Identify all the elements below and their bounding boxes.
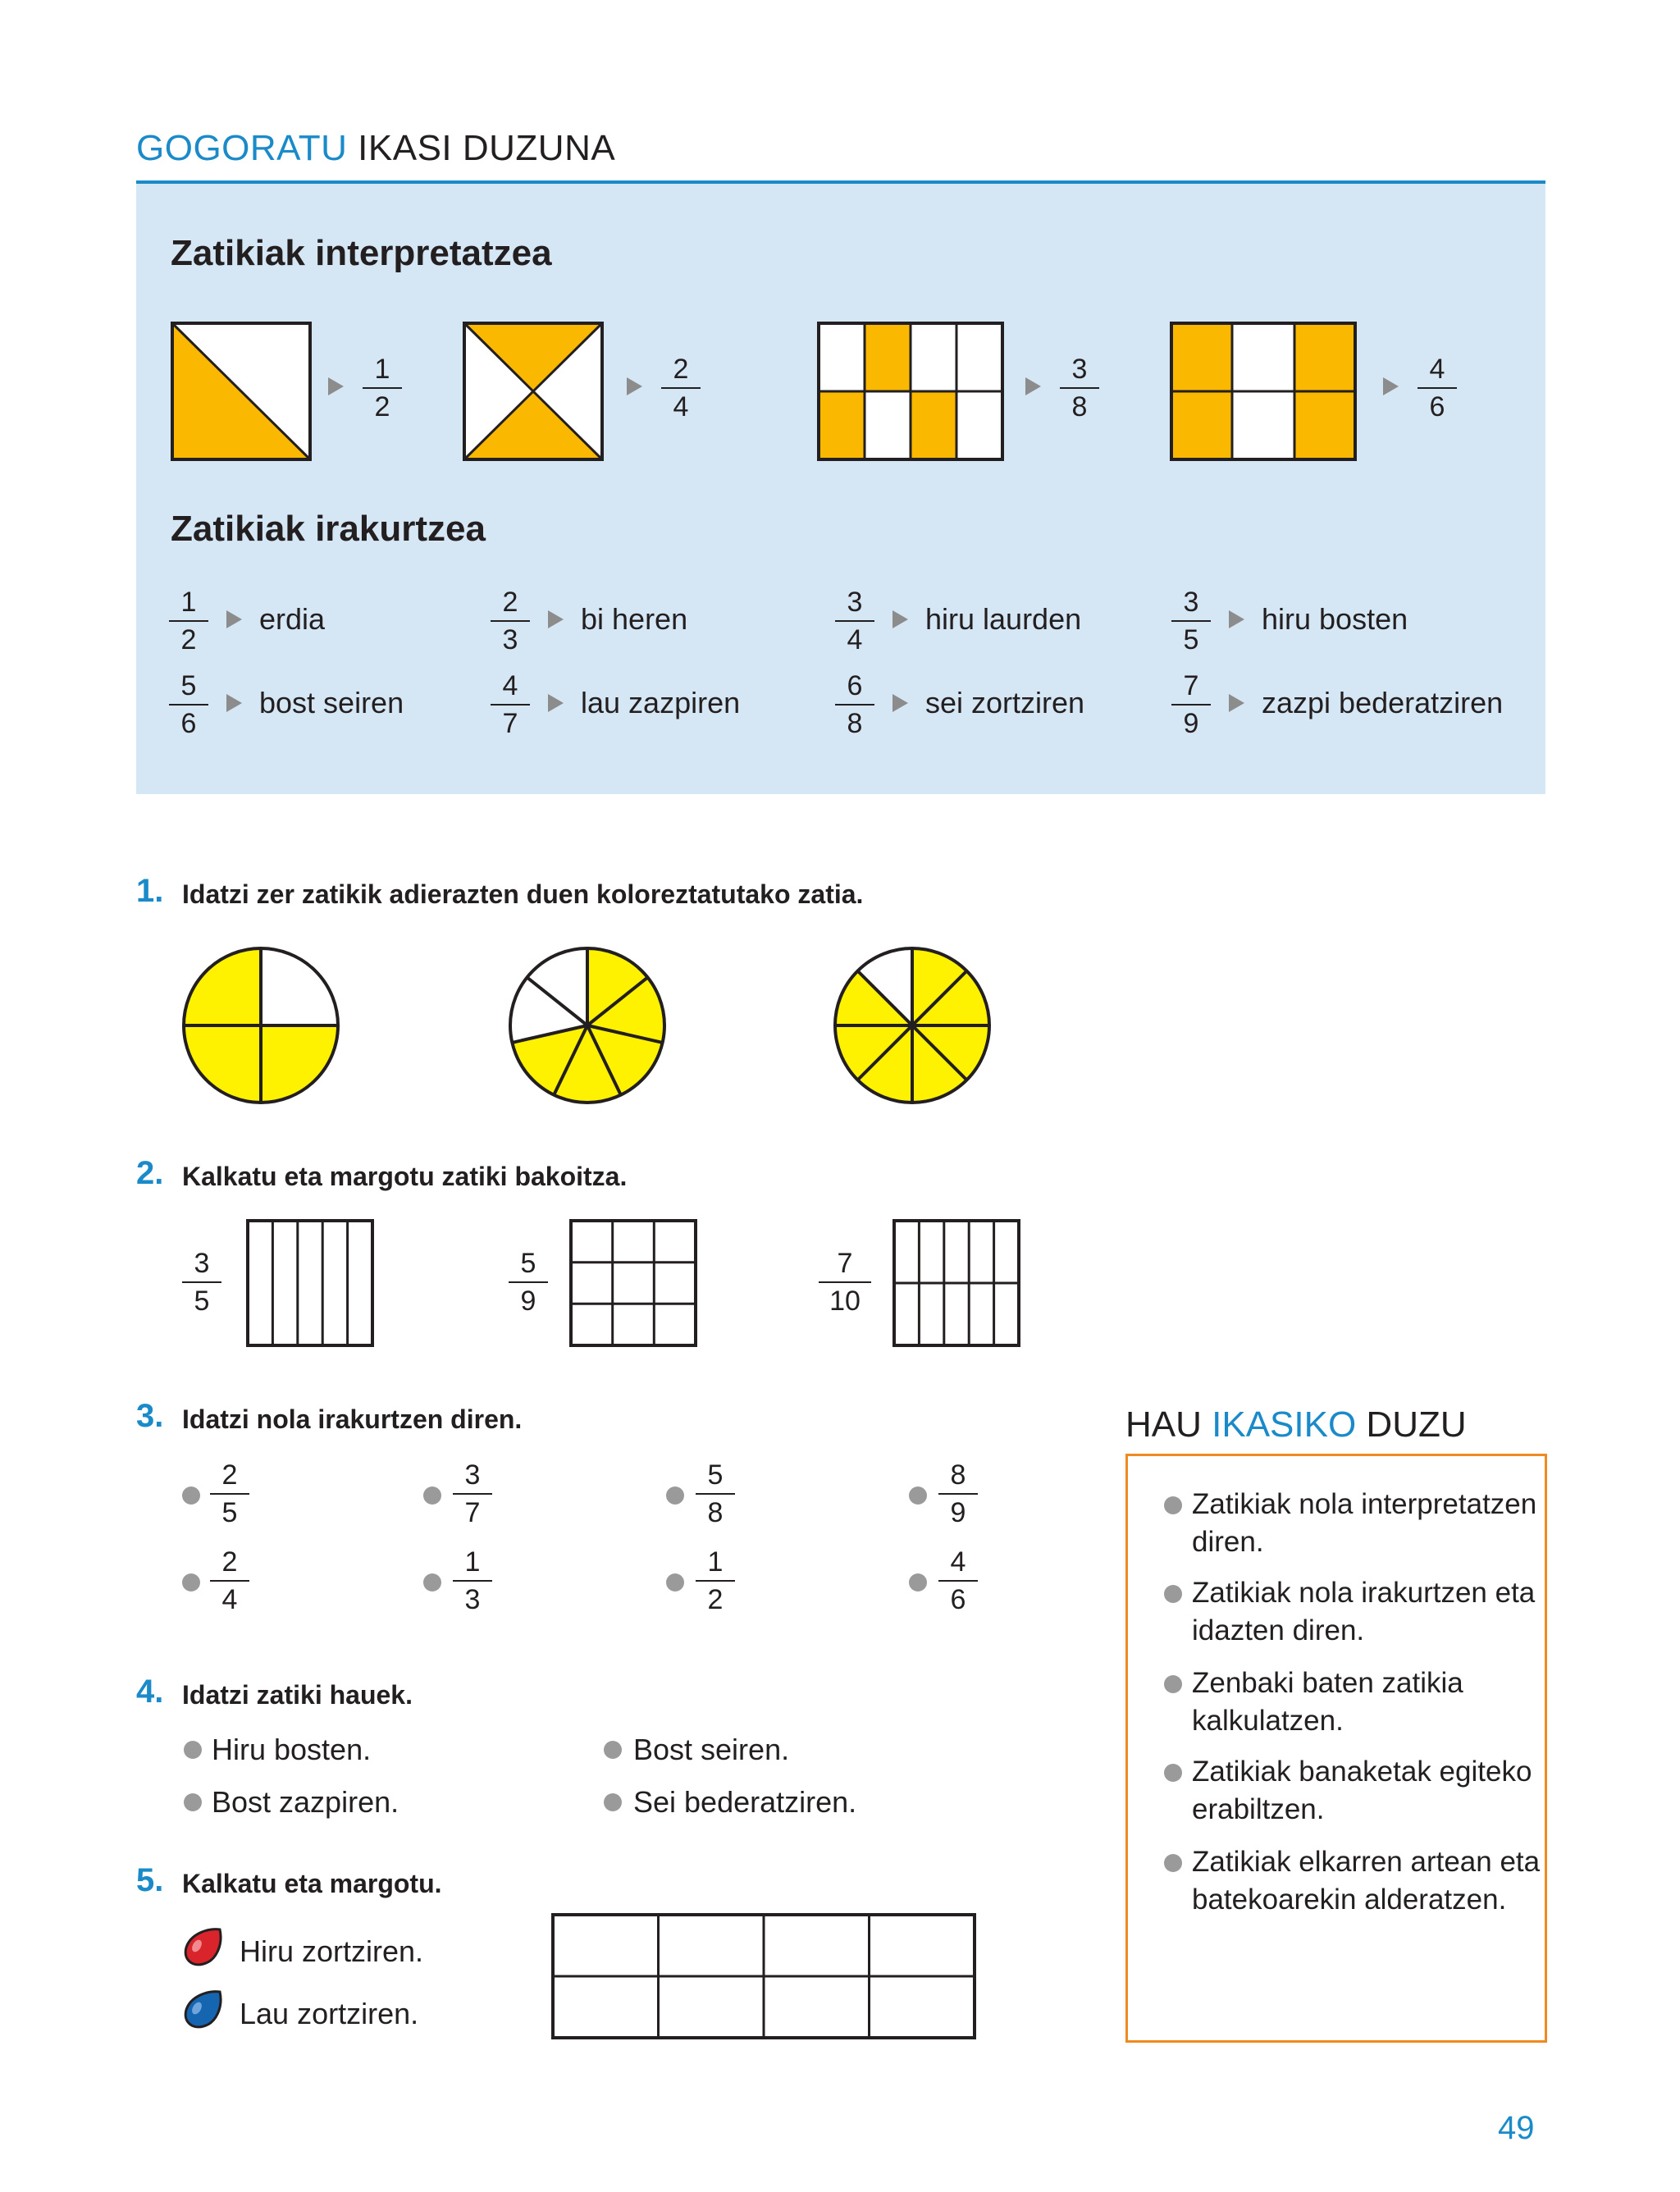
grid-eighths-blank[interactable] <box>551 1913 976 2039</box>
learn-title-a: HAU <box>1125 1404 1212 1445</box>
exercise-4-item: Hiru bosten. <box>212 1733 372 1766</box>
exercise-3-fraction <box>448 1546 497 1616</box>
circle-eighths-figure <box>833 947 991 1104</box>
reading-text: erdia <box>259 602 326 636</box>
bullet-icon <box>1164 1496 1182 1514</box>
learn-item <box>1164 1665 1553 1740</box>
denominator: 8 <box>847 708 863 739</box>
bullet-icon <box>423 1573 441 1591</box>
exercise-5-instruction: Kalkatu eta margotu. <box>182 1869 442 1898</box>
numerator: 2 <box>673 354 689 385</box>
interpret-fraction-3 <box>1055 353 1104 423</box>
bullet-icon <box>1164 1854 1182 1872</box>
numerator: 1 <box>374 354 390 385</box>
learn-title-b: DUZU <box>1356 1404 1467 1445</box>
denominator: 9 <box>950 1497 966 1528</box>
numerator: 1 <box>464 1546 481 1578</box>
page-number: 49 <box>1498 2110 1535 2146</box>
denominator: 8 <box>707 1497 724 1528</box>
denominator: 10 <box>829 1286 861 1317</box>
learn-item-text: Zatikiak elkarren artean eta batekoarekin alderatzen. <box>1192 1846 1541 1916</box>
bullet-icon <box>1164 1585 1182 1603</box>
bullet-icon <box>909 1573 927 1591</box>
exercise-5-item: Hiru zortziren. <box>240 1934 424 1968</box>
numerator: 1 <box>180 587 197 618</box>
reading-fraction <box>486 586 535 656</box>
grid-sixths-figure <box>1170 322 1357 461</box>
numerator: 4 <box>502 670 518 701</box>
bullet-icon <box>182 1573 200 1591</box>
bullet-icon <box>604 1793 622 1811</box>
exercise-3-fraction <box>205 1546 254 1616</box>
denominator: 7 <box>464 1497 481 1528</box>
numerator: 5 <box>520 1248 536 1279</box>
reading-fraction <box>1166 669 1216 740</box>
reading-text: hiru bosten <box>1262 602 1408 636</box>
section-title-accent: GOGORATU <box>136 128 348 168</box>
denominator: 6 <box>1429 391 1445 422</box>
numerator: 5 <box>180 670 197 701</box>
section-title <box>136 128 615 169</box>
learn-title-accent: IKASIKO <box>1212 1404 1357 1445</box>
learn-item <box>1164 1753 1553 1829</box>
reading-fraction <box>830 586 879 656</box>
square-half-figure <box>171 322 312 461</box>
numerator: 3 <box>194 1248 210 1279</box>
exercise-5-item: Lau zortziren. <box>240 1997 419 2030</box>
exercise-3-fraction <box>934 1546 983 1616</box>
exercise-3-instruction: Idatzi nola irakurtzen diren. <box>182 1404 523 1434</box>
arrow-icon <box>226 694 242 712</box>
reading-text: hiru laurden <box>925 602 1082 636</box>
numerator: 3 <box>1183 587 1199 618</box>
exercise-2-instruction: Kalkatu eta margotu zatiki bakoitza. <box>182 1162 628 1191</box>
arrow-icon <box>1025 377 1041 395</box>
exercise-3-number: 3. <box>136 1398 164 1434</box>
arrow-icon <box>226 610 242 628</box>
denominator: 4 <box>673 391 689 422</box>
exercise-2-fraction <box>177 1247 226 1317</box>
exercise-4-item: Bost zazpiren. <box>212 1785 399 1819</box>
numerator: 3 <box>464 1459 481 1491</box>
interpret-fraction-4 <box>1413 353 1462 423</box>
numerator: 1 <box>707 1546 724 1578</box>
reading-text: zazpi bederatziren <box>1262 686 1504 719</box>
learn-item <box>1164 1574 1553 1650</box>
arrow-icon <box>548 610 564 628</box>
denominator: 5 <box>221 1497 238 1528</box>
arrow-icon <box>627 377 642 395</box>
denominator: 6 <box>180 708 197 739</box>
bullet-icon <box>666 1573 684 1591</box>
numerator: 2 <box>221 1546 238 1578</box>
grid-eighths-figure <box>817 322 1004 461</box>
denominator: 2 <box>374 391 390 422</box>
reading-title: Zatikiak irakurtzea <box>171 509 486 549</box>
denominator: 3 <box>464 1584 481 1615</box>
numerator: 7 <box>1183 670 1199 701</box>
section-title-rest: IKASI DUZUNA <box>347 128 616 168</box>
bullet-icon <box>182 1486 200 1505</box>
reading-text: bost seiren <box>259 686 404 719</box>
exercise-5-number: 5. <box>136 1862 164 1898</box>
arrow-icon <box>1383 377 1399 395</box>
numerator: 2 <box>502 587 518 618</box>
learn-item-text: Zatikiak nola interpretatzen diren. <box>1192 1488 1537 1558</box>
exercise-2-fraction <box>504 1247 553 1317</box>
numerator: 3 <box>1071 354 1088 385</box>
square-quarters-figure <box>463 322 604 461</box>
circle-quarters-figure <box>182 947 340 1104</box>
numerator: 3 <box>847 587 863 618</box>
exercise-2-number: 2. <box>136 1155 164 1191</box>
bullet-icon <box>1164 1675 1182 1693</box>
numerator: 4 <box>950 1546 966 1578</box>
interpret-fraction-2 <box>656 353 705 423</box>
arrow-icon <box>1229 694 1244 712</box>
circle-sevenths-figure <box>509 947 666 1104</box>
numerator: 2 <box>221 1459 238 1491</box>
exercise-3-fraction <box>691 1459 740 1529</box>
reading-fraction <box>1166 586 1216 656</box>
red-paint-drop-icon <box>182 1926 225 1969</box>
exercise-3-fraction <box>448 1459 497 1529</box>
denominator: 4 <box>221 1584 238 1615</box>
denominator: 5 <box>194 1286 210 1317</box>
bullet-icon <box>1164 1764 1182 1782</box>
numerator: 4 <box>1429 354 1445 385</box>
learn-item-text: Zatikiak banaketak egiteko erabiltzen. <box>1192 1756 1532 1825</box>
learn-item-text: Zenbaki baten zatikia kalkulatzen. <box>1192 1667 1463 1737</box>
exercise-4-number: 4. <box>136 1674 164 1710</box>
blue-paint-drop-icon <box>182 1989 225 2031</box>
grid-fifths-blank[interactable] <box>246 1219 374 1347</box>
bullet-icon <box>909 1486 927 1505</box>
bullet-icon <box>423 1486 441 1505</box>
reading-text: sei zortziren <box>925 686 1085 719</box>
interpret-title: Zatikiak interpretatzea <box>171 233 552 273</box>
numerator: 8 <box>950 1459 966 1491</box>
reading-fraction <box>164 669 213 740</box>
arrow-icon <box>548 694 564 712</box>
exercise-3-fraction <box>205 1459 254 1529</box>
denominator: 5 <box>1183 624 1199 655</box>
arrow-icon <box>892 610 908 628</box>
grid-ninths-blank[interactable] <box>569 1219 697 1347</box>
exercise-3-fraction <box>691 1546 740 1616</box>
numerator: 7 <box>837 1248 853 1279</box>
denominator: 2 <box>707 1584 724 1615</box>
reading-text: lau zazpiren <box>581 686 741 719</box>
denominator: 2 <box>180 624 197 655</box>
learn-item <box>1164 1843 1553 1919</box>
denominator: 6 <box>950 1584 966 1615</box>
denominator: 8 <box>1071 391 1088 422</box>
numerator: 6 <box>847 670 863 701</box>
exercise-3-fraction <box>934 1459 983 1529</box>
denominator: 9 <box>520 1286 536 1317</box>
exercise-2-fraction <box>814 1247 876 1317</box>
reading-fraction <box>486 669 535 740</box>
bullet-icon <box>184 1793 202 1811</box>
exercise-4-item: Sei bederatziren. <box>633 1785 857 1819</box>
learn-title <box>1125 1404 1467 1445</box>
interpret-fraction-1 <box>358 353 407 423</box>
arrow-icon <box>1229 610 1244 628</box>
bullet-icon <box>604 1741 622 1759</box>
learn-item-text: Zatikiak nola irakurtzen eta idazten diren. <box>1192 1577 1536 1646</box>
denominator: 9 <box>1183 708 1199 739</box>
reading-fraction <box>830 669 879 740</box>
reading-fraction <box>164 586 213 656</box>
denominator: 7 <box>502 708 518 739</box>
bullet-icon <box>666 1486 684 1505</box>
exercise-4-item: Bost seiren. <box>633 1733 790 1766</box>
bullet-icon <box>184 1741 202 1759</box>
denominator: 4 <box>847 624 863 655</box>
exercise-4-instruction: Idatzi zatiki hauek. <box>182 1680 413 1710</box>
exercise-1-number: 1. <box>136 873 164 909</box>
arrow-icon <box>892 694 908 712</box>
learn-item <box>1164 1486 1553 1561</box>
denominator: 3 <box>502 624 518 655</box>
numerator: 5 <box>707 1459 724 1491</box>
reading-text: bi heren <box>581 602 688 636</box>
learn-box <box>1125 1454 1547 2043</box>
grid-tenths-blank[interactable] <box>892 1219 1020 1347</box>
exercise-1-instruction: Idatzi zer zatikik adierazten duen koloreztatutako zatia. <box>182 879 864 909</box>
arrow-icon <box>328 377 344 395</box>
